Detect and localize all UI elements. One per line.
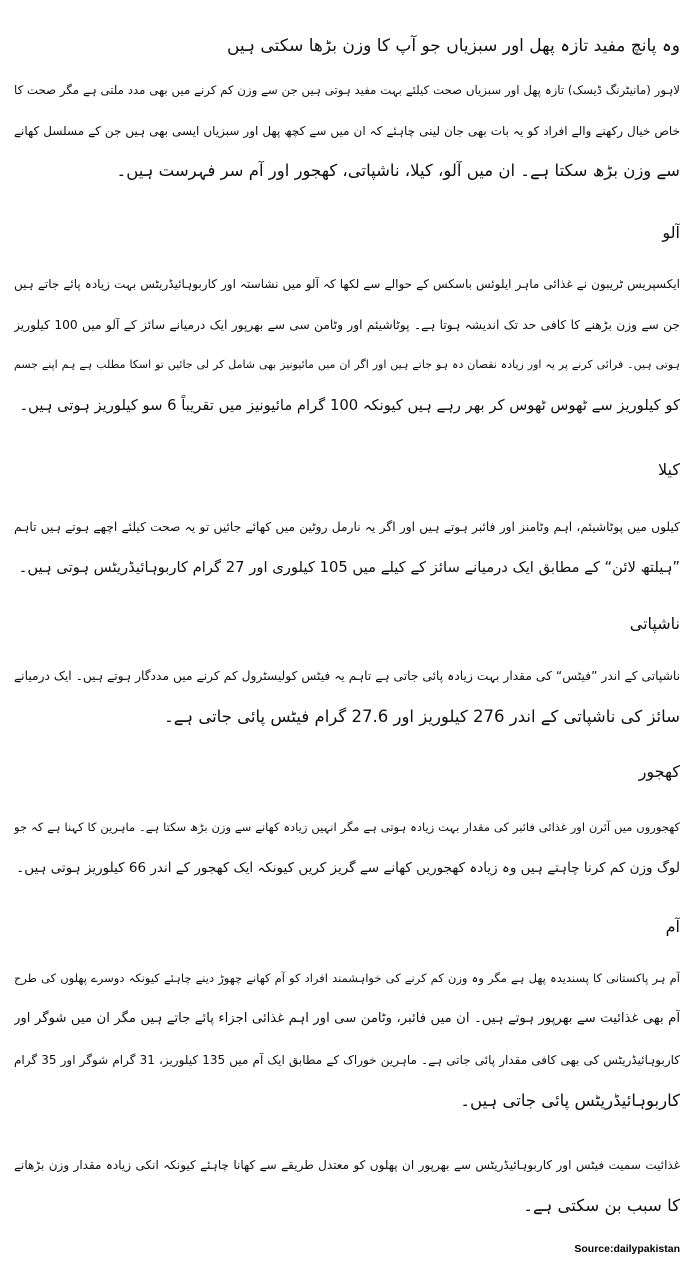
- pear-paragraph-line: ناشپاتی کے اندر ”فیٹس“ کی مقدار بہت زیادہ پائی جاتی ہے تاہم یہ فیٹس کولیسٹرول کم کرنے میں مددگار ہوتے ہیں۔ ایک درمیانے: [14, 669, 680, 683]
- closing-paragraph-line: غذائیت سمیت فیٹس اور کاربوہائیڈریٹس سے بھرپور ان پھلوں کو معتدل طریقے سے کھانا چاہئے کیونکہ انکی زیادہ مقدار وزن بڑھانے: [14, 1158, 680, 1172]
- section-heading-pear: ناشپاتی: [629, 614, 680, 633]
- potato-paragraph-line: ہوتی ہیں۔ فرائی کرنے پر یہ اور زیادہ نقصان دہ ہو جاتے ہیں اور اگر ان میں مائیونیز بھی شامل کر لی جائیں تو اسکا مطلب ہے ہم اپنے جسم: [14, 358, 680, 371]
- closing-paragraph-line: کا سبب بن سکتی ہے۔: [523, 1196, 680, 1215]
- mango-paragraph-line: آم ہر پاکستانی کا پسندیدہ پھل ہے مگر وہ وزن کم کرنے کی خواہشمند افراد کو آم کھانے چھوڑ دینے چاہئے کیونکہ دوسرے پھلوں کی طرح: [14, 971, 680, 985]
- mango-paragraph-line: آم بھی غذائیت سے بھرپور ہوتے ہیں۔ ان میں فائبر، وٹامن سی اور اہم غذائی اجزاء پائے جاتے ہیں مگر ان میں شوگر اور: [14, 1011, 680, 1026]
- mango-paragraph-line: کاربوہائیڈریٹس پائی جاتی ہیں۔: [460, 1091, 680, 1110]
- section-heading-mango: آم: [665, 917, 680, 936]
- pear-paragraph-line: سائز کی ناشپاتی کے اندر 276 کیلوریز اور 27.6 گرام فیٹس پائی جاتی ہے۔: [164, 707, 680, 726]
- intro-line: سے وزن بڑھ سکتا ہے۔ ان میں آلو، کیلا، ناشپاتی، کھجور اور آم سر فہرست ہیں۔: [116, 161, 680, 180]
- section-heading-dates: کھجور: [638, 762, 680, 781]
- dates-paragraph-line: کھجوروں میں آئرن اور غذائی فائبر کی مقدار بہت زیادہ ہوتی ہے مگر انہیں زیادہ کھانے سے وزن بڑھ سکتا ہے۔ ماہرین کا کہنا ہے کہ جو: [14, 820, 680, 834]
- banana-paragraph-line: ”ہیلتھ لائن“ کے مطابق ایک درمیانے سائز کے کیلے میں 105 کیلوری اور 27 گرام کاربوہائیڈریٹس ہوتی ہیں۔: [18, 559, 680, 576]
- section-heading-banana: کیلا: [658, 460, 680, 479]
- potato-paragraph-line: کو کیلوریز سے ٹھوس ٹھوس کر بھر رہے ہیں کیونکہ 100 گرام مائیونیز میں تقریباً 6 سو کیلوریز ہوتی ہیں۔: [19, 397, 680, 414]
- intro-line: لاہور (مانیٹرنگ ڈیسک) تازہ پھل اور سبزیاں صحت کیلئے بہت مفید ہوتی ہیں جن سے وزن کم کرنے میں بھی مدد ملتی ہے مگر صحت کا: [14, 83, 680, 97]
- section-heading-potato: آلو: [662, 223, 680, 242]
- potato-paragraph-line: جن سے وزن بڑھنے کا کافی حد تک اندیشہ ہوتا ہے۔ پوٹاشیئم اور وٹامن سی سے بھرپور ایک درمیانے سائز کے آلو میں 100 کیلوریز: [14, 318, 680, 332]
- intro-line: خاص خیال رکھنے والے افراد کو یہ بات بھی جان لینی چاہئے کہ ان میں سے کچھ پھل اور سبزیاں ایسی بھی ہیں جن کے مسلسل کھانے: [14, 124, 680, 138]
- article-title: وہ پانچ مفید تازہ پھل اور سبزیاں جو آپ کا وزن بڑھا سکتی ہیں: [226, 36, 680, 56]
- source-credit: Source:dailypakistan: [574, 1243, 680, 1255]
- mango-paragraph-line: کاربوہائیڈریٹس کی بھی کافی مقدار پائی جاتی ہے۔ ماہرین خوراک کے مطابق ایک آم میں 135 کیلوریز، 31 گرام شوگر اور 35 گرام: [14, 1053, 680, 1067]
- potato-paragraph-line: ایکسپریس ٹریبون نے غذائی ماہر ایلوئس باسکس کے حوالے سے لکھا کہ آلو میں نشاستہ اور کاربوہائیڈریٹس بہت زیادہ پائے جاتے ہیں: [14, 277, 680, 291]
- dates-paragraph-line: لوگ وزن کم کرنا چاہتے ہیں وہ زیادہ کھجوریں کھانے سے گریز کریں کیونکہ ایک کھجور کے اندر 66 کیلوریز ہوتی ہیں۔: [16, 860, 680, 876]
- banana-paragraph-line: کیلوں میں پوٹاشیئم، اہم وٹامنز اور فائبر ہوتے ہیں اور اگر یہ نارمل روٹین میں کھائے جائیں تو یہ صحت کیلئے اچھے ہوتے ہیں تاہم: [14, 520, 680, 534]
